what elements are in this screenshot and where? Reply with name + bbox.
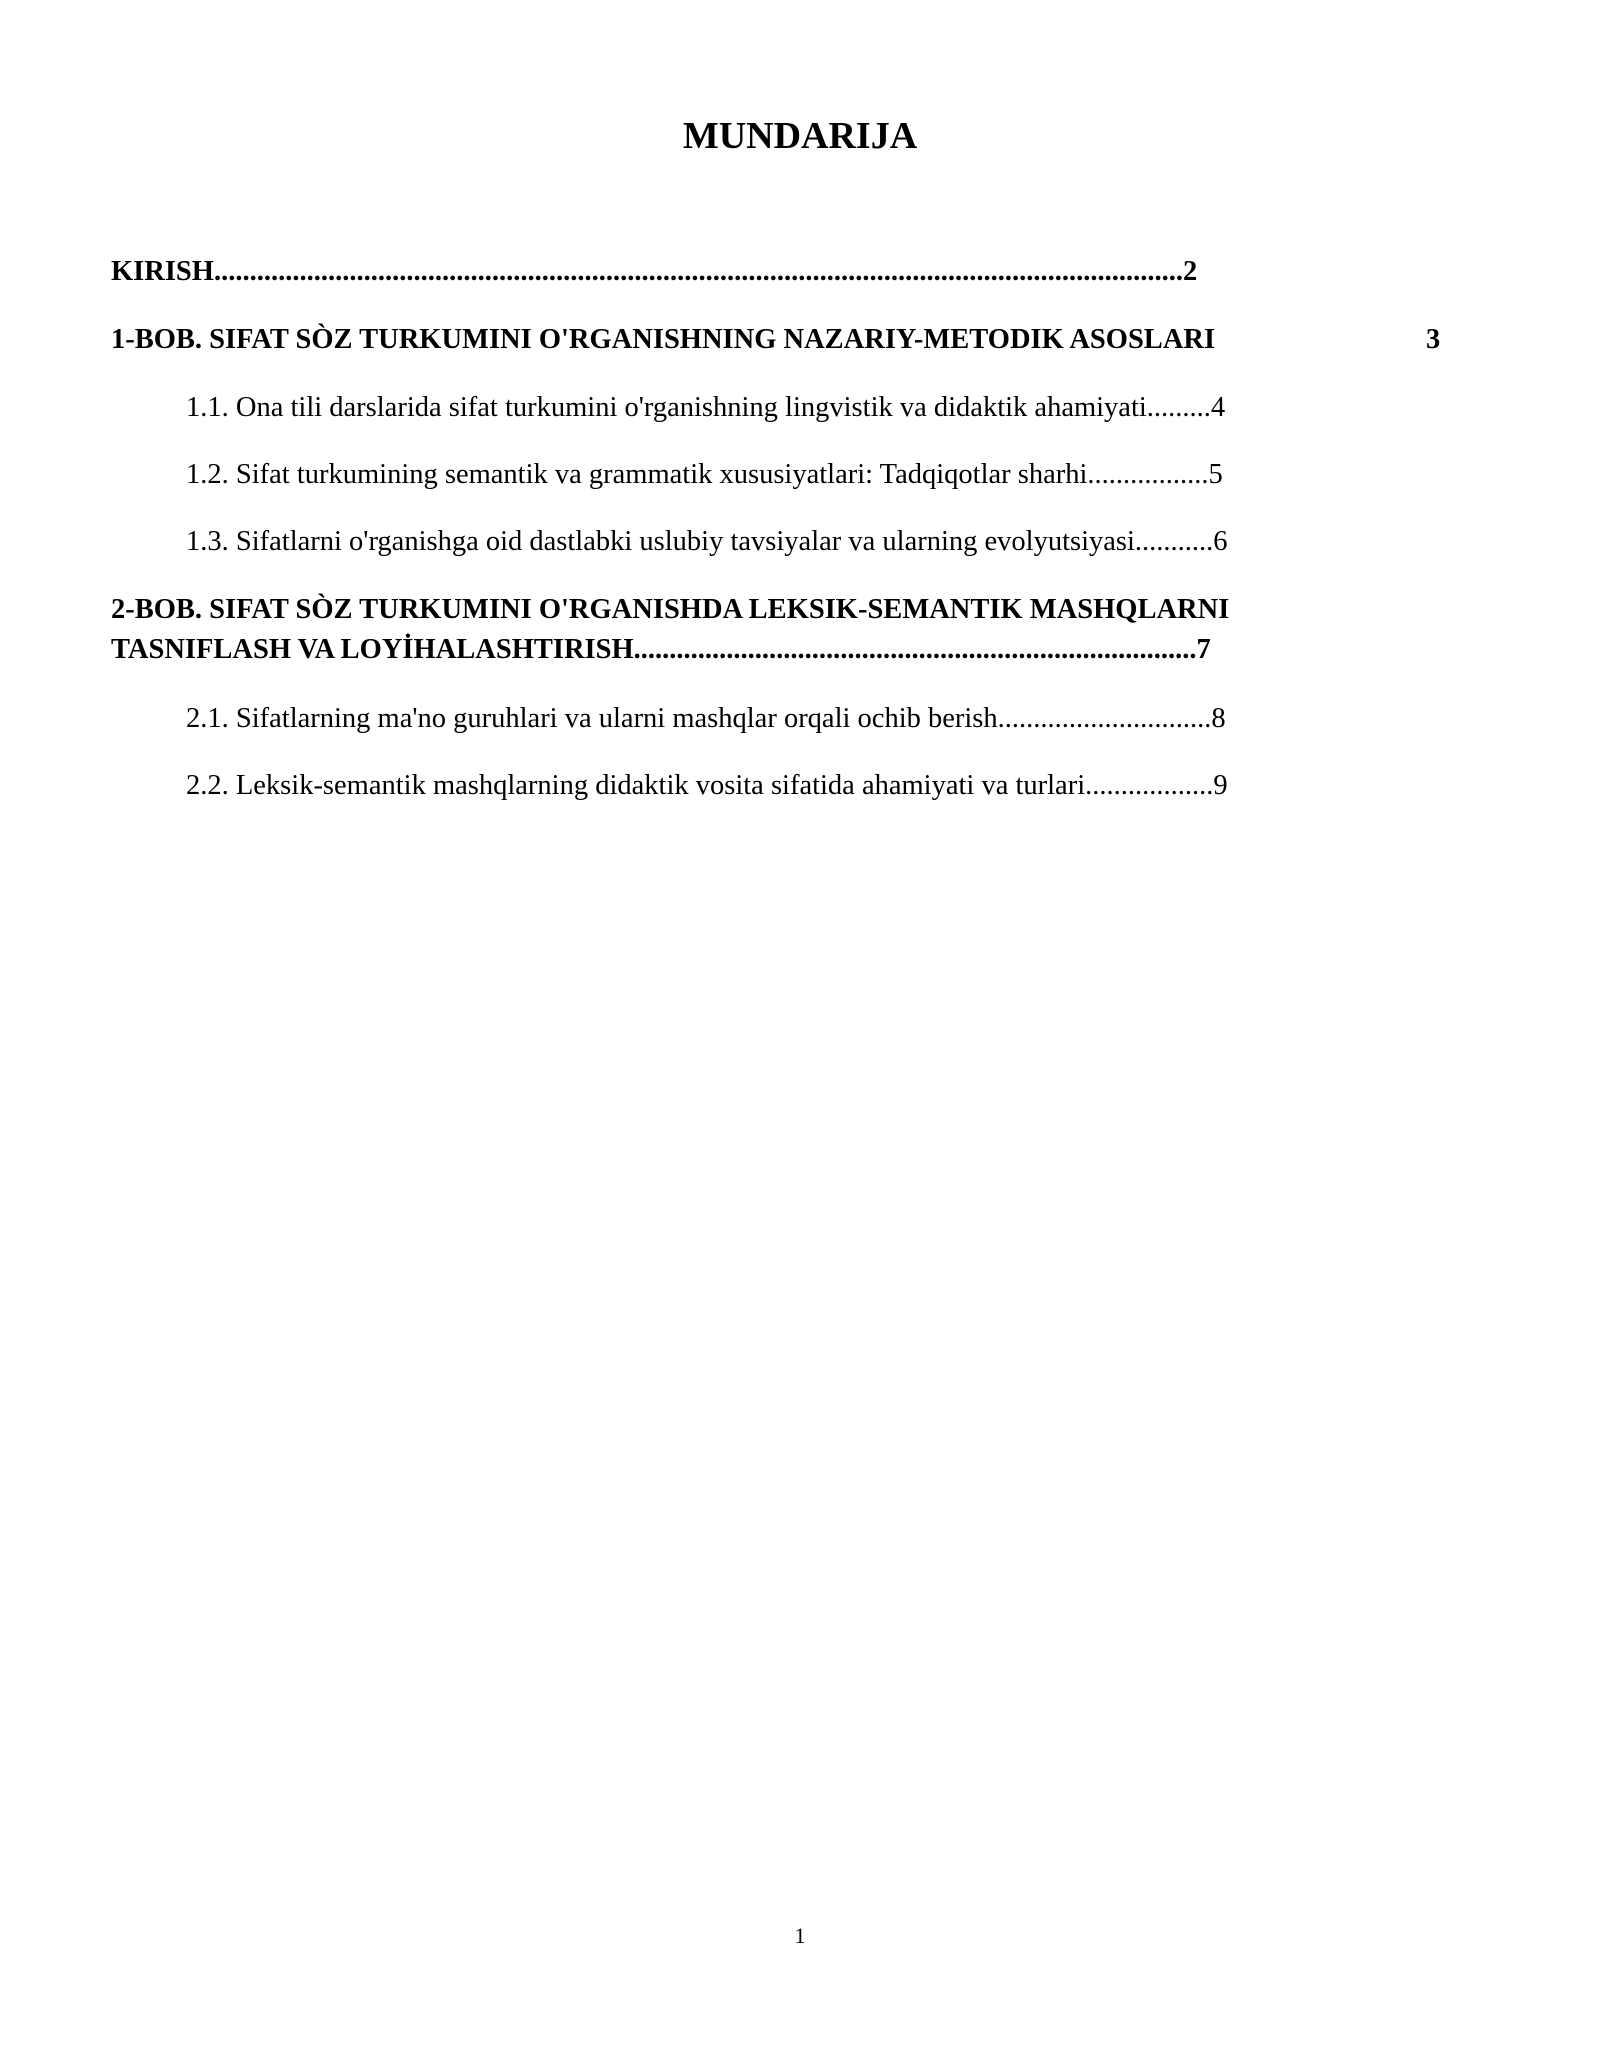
- toc-entry-section-2-2[interactable]: [186, 766, 1228, 806]
- toc-leader-dots: .........: [1146, 392, 1211, 423]
- toc-page-number: 6: [1213, 526, 1228, 557]
- toc-entry-chapter-2-line-2[interactable]: [111, 630, 1211, 670]
- toc-entry-label: TASNIFLASH VA LOYİHALASHTIRISH: [111, 634, 634, 665]
- toc-entry-label: 1.1. Ona tili darslarida sifat turkumini o'rganishning lingvistik va didaktik ahamiyati: [186, 392, 1147, 423]
- toc-entry-label: 1.2. Sifat turkumining semantik va grammatik xususiyatlari: Tadqiqotlar sharhi: [186, 459, 1088, 490]
- toc-entry-label: 1.3. Sifatlarni o'rganishga oid dastlabki uslubiy tavsiyalar va ularning evolyutsiyasi: [186, 526, 1135, 557]
- toc-entry-label: 2-BOB. SIFAT SÒZ TURKUMINI O'RGANISHDA LEKSIK-SEMANTIK MASHQLARNI: [111, 594, 1230, 625]
- toc-page-number: 2: [1182, 256, 1198, 287]
- toc-entry-kirish[interactable]: [111, 252, 1197, 292]
- toc-page-number: 3: [1426, 324, 1441, 355]
- toc-page-number: 8: [1211, 703, 1226, 734]
- toc-entry-chapter-1[interactable]: [111, 320, 1215, 360]
- toc-entry-label: 1-BOB. SIFAT SÒZ TURKUMINI O'RGANISHNING NAZARIY-METODIK ASOSLARI: [111, 324, 1216, 355]
- toc-entry-section-2-1[interactable]: [186, 699, 1226, 739]
- toc-leader-dots: .................: [1087, 459, 1209, 490]
- toc-page-number: 4: [1210, 392, 1226, 423]
- toc-page-number: 7: [1196, 634, 1211, 665]
- toc-page-number: 9: [1213, 770, 1228, 801]
- toc-page-number: 5: [1208, 459, 1223, 490]
- toc-entry-section-1-2[interactable]: [186, 455, 1223, 495]
- toc-entry-section-1-3[interactable]: [186, 522, 1228, 562]
- page-title: MUNDARIJA: [682, 115, 918, 157]
- toc-entry-label: 2.1. Sifatlarning ma'no guruhlari va ularni mashqlar orqali ochib berish: [186, 703, 998, 734]
- toc-entry-chapter-2-line-1[interactable]: [111, 590, 1229, 630]
- page-number-footer: 1: [794, 1923, 806, 1948]
- toc-leader-dots: ...............................................................................: [633, 634, 1197, 665]
- toc-leader-dots: ...........: [1134, 526, 1214, 557]
- toc-entry-label: KIRISH: [111, 256, 214, 287]
- toc-leader-dots: ..................: [1085, 770, 1214, 801]
- toc-entry-label: 2.2. Leksik-semantik mashqlarning didaktik vosita sifatida ahamiyati va turlari: [186, 770, 1086, 801]
- toc-entry-section-1-1[interactable]: [186, 388, 1225, 428]
- toc-leader-dots: ........................................................................................................................................: [213, 256, 1183, 287]
- toc-leader-dots: ..............................: [997, 703, 1212, 734]
